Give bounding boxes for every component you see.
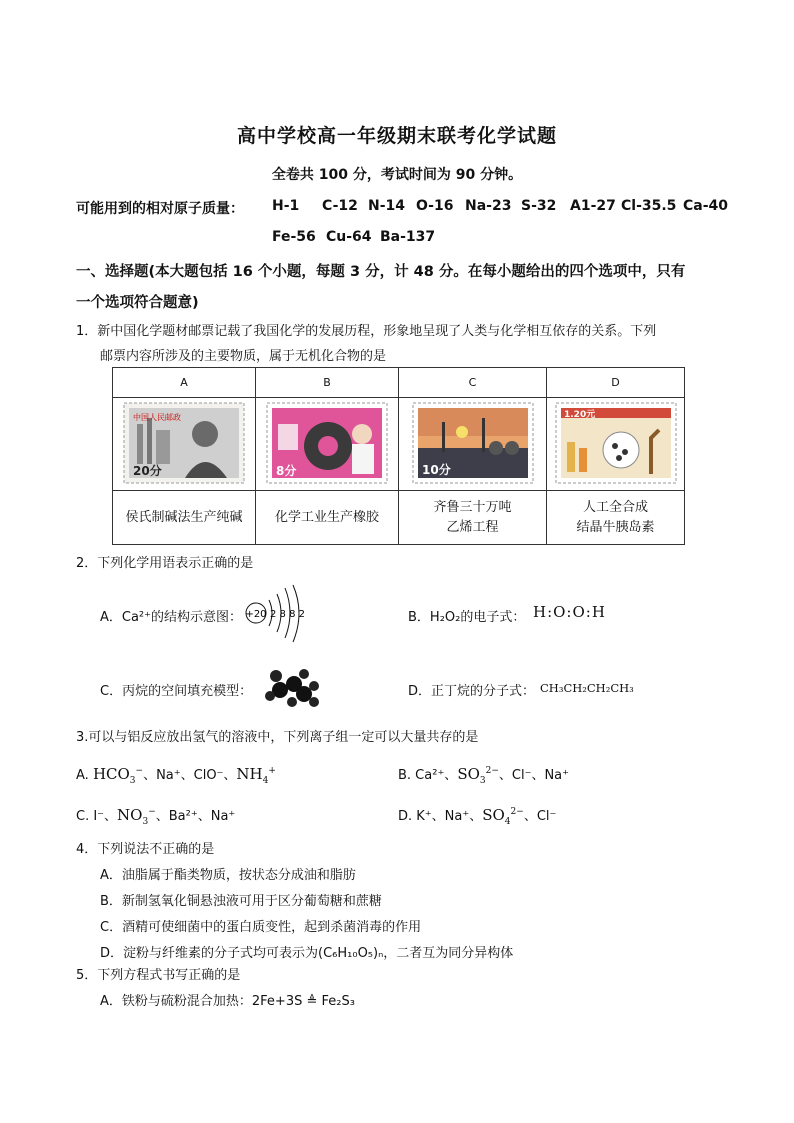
section-heading-cont: 一个选项符合题意) — [76, 295, 199, 311]
atomic-mass-s: S-32 — [521, 198, 557, 214]
stamp-table — [112, 367, 685, 545]
q3-option-c: C. I⁻、$NO_3^-$、Ba²⁺、Na⁺ — [76, 806, 236, 827]
stamp-caption-a: 侯氏制碱法生产纯碱 — [113, 491, 256, 545]
col-header-a: A — [113, 368, 256, 398]
q3-option-a: A. $HCO_3^-$、Na⁺、ClO⁻、$NH_4^+$ — [76, 765, 276, 786]
col-header-d: D — [547, 368, 685, 398]
q3-option-b: B. Ca²⁺、$SO_3^{2-}$、Cl⁻、Na⁺ — [398, 765, 570, 786]
atomic-mass-cu: Cu-64 — [326, 229, 372, 245]
svg-text:中国人民邮政: 中国人民邮政 — [133, 412, 181, 422]
stamp-c-image — [412, 402, 534, 484]
q5-stem: 5．下列方程式书写正确的是 — [76, 968, 241, 983]
section-heading: 一、选择题(本大题包括 16 个小题，每题 3 分，计 48 分。在每小题给出的四个选项中，只有 — [76, 264, 686, 280]
svg-text:2 8 8 2: 2 8 8 2 — [270, 609, 305, 620]
svg-text:+20: +20 — [245, 609, 267, 620]
q4-option-c: C．酒精可使细菌中的蛋白质变性，起到杀菌消毒的作用 — [100, 920, 422, 935]
stamp-caption-c: 齐鲁三十万吨 乙烯工程 — [399, 491, 547, 545]
svg-text:10分: 10分 — [421, 462, 451, 477]
q1-stem-cont: 邮票内容所涉及的主要物质，属于无机化合物的是 — [100, 349, 387, 364]
stamp-a-image — [123, 402, 245, 484]
atomic-mass-ba: Ba-137 — [380, 229, 436, 245]
atomic-mass-na: Na-23 — [465, 198, 512, 214]
q4-stem: 4．下列说法不正确的是 — [76, 842, 215, 857]
svg-text:8分: 8分 — [276, 463, 297, 478]
atomic-mass-ca: Ca-40 — [683, 198, 729, 214]
atomic-mass-n: N-14 — [368, 198, 406, 214]
q2-option-d: D．正丁烷的分子式： — [408, 684, 536, 699]
q4-option-a: A．油脂属于酯类物质，按状态分成油和脂肪 — [100, 868, 356, 883]
svg-text:20分: 20分 — [133, 463, 162, 478]
bicarbonate-ion: $HCO_3^-$ — [92, 765, 144, 786]
q3-stem: 3.可以与铝反应放出氢气的溶液中，下列离子组一定可以大量共存的是 — [76, 730, 479, 745]
q1-stem: 1．新中国化学题材邮票记载了我国化学的发展历程，形象地呈现了人类与化学相互依存的关系。下列 — [76, 324, 657, 339]
q4-option-b: B．新制氢氧化铜悬浊液可用于区分葡萄糖和蔗糖 — [100, 894, 382, 909]
ammonium-ion: $NH_4^+$ — [236, 765, 276, 786]
page-title: 高中学校高一年级期末联考化学试题 — [236, 125, 557, 147]
q2-option-c: C．丙烷的空间填充模型： — [100, 684, 253, 699]
atomic-mass-cl: Cl-35.5 — [621, 198, 677, 214]
q5-option-a: A．铁粉与硫粉混合加热：2Fe+3S ≜ Fe₂S₃ — [100, 994, 355, 1009]
atomic-mass-h: H-1 — [272, 198, 300, 214]
q2-option-a: A．Ca²⁺的结构示意图： — [100, 610, 243, 625]
propane-space-filling-model — [264, 668, 320, 708]
atomic-mass-label: 可能用到的相对原子质量： — [76, 201, 244, 217]
nitrate-ion: $NO_3^-$ — [117, 806, 156, 827]
q2-stem: 2．下列化学用语表示正确的是 — [76, 556, 254, 571]
q4-option-d: D．淀粉与纤维素的分子式均可表示为(C₆H₁₀O₅)ₙ，二者互为同分异构体 — [100, 946, 514, 961]
atomic-mass-c: C-12 — [322, 198, 358, 214]
atomic-mass-o: O-16 — [416, 198, 454, 214]
q2-option-b: B．H₂O₂的电子式： — [408, 610, 526, 625]
h2o2-electron-formula: H:O:O:H — [533, 603, 606, 621]
sulfate-ion: $SO_4^{2-}$ — [482, 806, 524, 827]
exam-info: 全卷共 100 分，考试时间为 90 分钟。 — [271, 167, 523, 183]
col-header-b: B — [256, 368, 399, 398]
stamp-b-image — [266, 402, 388, 484]
col-header-c: C — [399, 368, 547, 398]
stamp-d-image — [555, 402, 677, 484]
q3-option-d: D. K⁺、Na⁺、$SO_4^{2-}$、Cl⁻ — [398, 806, 557, 827]
stamp-caption-b: 化学工业生产橡胶 — [256, 491, 399, 545]
svg-text:1.20元: 1.20元 — [563, 409, 595, 420]
stamp-caption-d: 人工全合成 结晶牛胰岛素 — [547, 491, 685, 545]
atomic-mass-al: A1-27 — [570, 198, 616, 214]
butane-formula: CH₃CH₂CH₂CH₃ — [540, 681, 634, 695]
ca-ion-structure-diagram — [243, 584, 313, 644]
atomic-mass-fe: Fe-56 — [272, 229, 316, 245]
sulfite-ion: $SO_3^{2-}$ — [457, 765, 499, 786]
